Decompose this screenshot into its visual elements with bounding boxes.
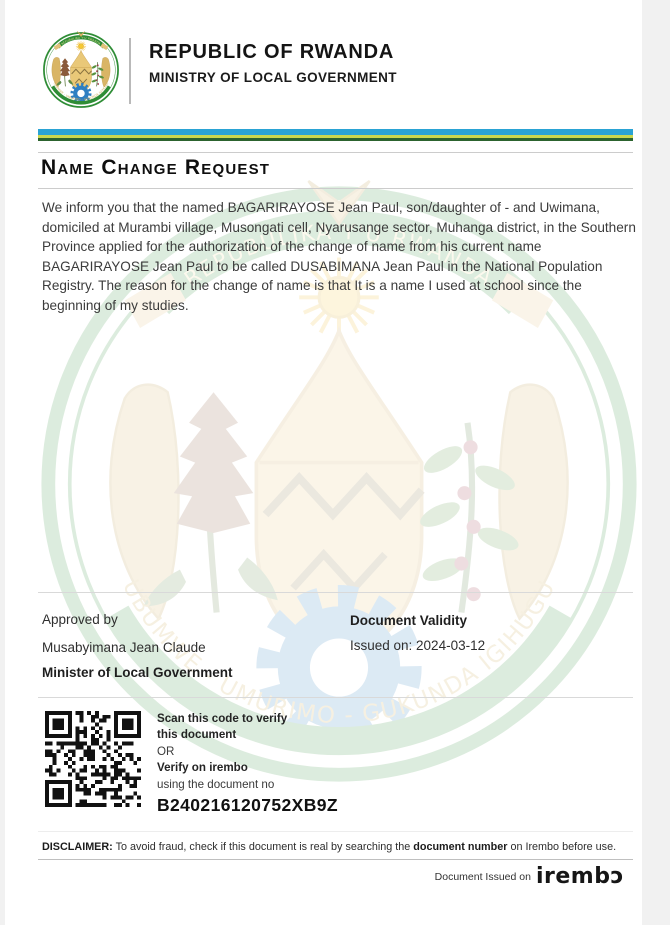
verify-line-4: using the document no <box>157 777 275 791</box>
footer <box>435 866 624 888</box>
approver-name: Musabyimana Jean Claude <box>42 640 206 655</box>
header-divider <box>129 38 131 104</box>
flag-green-stripe <box>38 138 633 141</box>
divider-line <box>38 697 633 698</box>
ministry-subtitle: MINISTRY OF LOCAL GOVERNMENT <box>149 70 397 85</box>
divider-line <box>38 859 633 860</box>
verify-line-2: this document <box>157 728 237 742</box>
disclaimer-highlight: document number <box>413 841 508 853</box>
page-title: Name Change Request <box>41 156 271 179</box>
disclaimer-text: DISCLAIMER: To avoid fraud, check if this document is real by searching the document number on Irembo before use. <box>42 841 617 853</box>
issued-on-label: Document Issued on <box>434 871 531 883</box>
rwanda-flag-stripe <box>38 129 633 141</box>
request-body-text: We inform you that the named BAGARIRAYOSE Jean Paul, son/daughter of - and Uwimana, domiciled at Murambi village, Musongati cell, Nyarusange sector, Muhanga district, in the Southern Province applied for the authorization of the change of name from his current name BAGARIRAYOSE Jean Paul to be called DUSABIMANA Jean Paul in the National Population Registry. The reason for the change of name is that It is a name I used at school since the beginning of my studies. <box>42 200 636 313</box>
republic-title: REPUBLIC OF RWANDA <box>149 41 395 63</box>
approver-title: Minister of Local Government <box>42 665 233 680</box>
document-number: B240216120752XB9Z <box>157 795 338 816</box>
divider-line <box>38 831 633 832</box>
divider-line <box>38 188 633 189</box>
approved-by-label: Approved by <box>42 612 118 627</box>
document-validity-heading: Document Validity <box>350 613 468 628</box>
verify-line-1: Scan this code to verify <box>157 712 288 725</box>
divider-line <box>38 592 633 593</box>
verify-line-3: Verify on irembo <box>157 761 248 775</box>
disclaimer-label: DISCLAIMER: <box>42 841 113 853</box>
page-right-margin <box>642 0 656 925</box>
irembo-logo: irembɔ <box>535 864 624 889</box>
verification-instructions <box>157 711 497 816</box>
document-page <box>5 0 656 925</box>
issued-on-value: Issued on: 2024-03-12 <box>350 638 486 653</box>
rwanda-coat-of-arms-icon <box>42 31 120 109</box>
divider-line <box>38 152 633 153</box>
verify-or: OR <box>157 744 175 758</box>
qr-code-icon <box>45 711 141 807</box>
